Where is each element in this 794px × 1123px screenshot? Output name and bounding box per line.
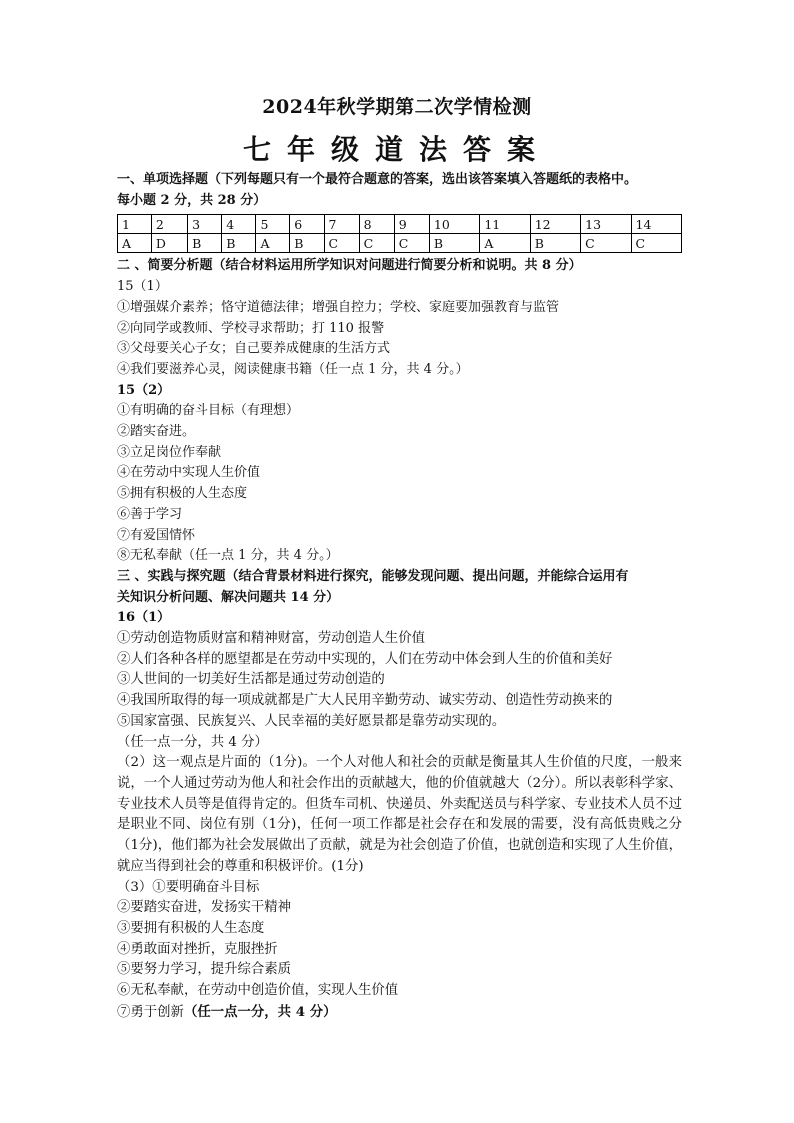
q16-1-item: ③人世间的一切美好生活都是通过劳动创造的 <box>117 672 385 688</box>
answer-cell: B <box>222 234 256 253</box>
answer-cell: B <box>530 234 580 253</box>
question-number-cell: 2 <box>151 215 187 234</box>
answer-cell: A <box>118 234 152 253</box>
section1-heading-line2: 每小题 2 分，共 28 分） <box>117 192 267 208</box>
content-body <box>117 170 682 1023</box>
answer-cell: D <box>151 234 187 253</box>
question-number-cell: 13 <box>581 215 631 234</box>
question-number-cell: 5 <box>256 215 290 234</box>
q15-1-item: ③父母要关心子女；自己要养成健康的生活方式 <box>117 341 391 357</box>
q16-1-item: ②人们各种各样的愿望都是在劳动中实现的，人们在劳动中体会到人生的价值和美好 <box>117 651 613 667</box>
section3-heading-line1: 三 、实践与探究题（结合背景材料进行探究，能够发现问题、提出问题，并能综合运用有 <box>117 568 629 584</box>
question-number-cell: 4 <box>222 215 256 234</box>
section3-heading-line2: 关知识分析问题、解决问题共 14 分） <box>117 589 340 605</box>
q15-2-item: ④在劳动中实现人生价值 <box>117 465 261 481</box>
q16-1-label: 16（1） <box>117 610 171 626</box>
q16-3-last-line <box>117 1002 682 1024</box>
question-number-cell: 9 <box>394 215 429 234</box>
q16-1-item: ⑤国家富强、民族复兴、人民幸福的美好愿景都是靠劳动实现的。 <box>117 713 506 729</box>
question-number-row <box>118 215 682 234</box>
q16-1-item: ①劳动创造物质财富和精神财富，劳动创造人生价值 <box>117 631 425 647</box>
q16-3-item: ⑤要努力学习，提升综合素质 <box>117 962 292 978</box>
q15-2-item: ①有明确的奋斗目标（有理想） <box>117 403 300 419</box>
q16-3-item: ⑥无私奉献，在劳动中创造价值，实现人生价值 <box>117 983 399 999</box>
question-number-cell: 7 <box>324 215 359 234</box>
exam-title: 2024年秋学期第二次学情检测 <box>262 96 532 118</box>
answer-cell: C <box>359 234 394 253</box>
answer-table <box>117 214 682 253</box>
answer-cell: B <box>290 234 324 253</box>
q15-2-item: ⑤拥有积极的人生态度 <box>117 486 248 502</box>
question-number-cell: 8 <box>359 215 394 234</box>
q15-1-item: ②向同学或教师、学校寻求帮助；打 110 报警 <box>117 320 385 336</box>
q16-3-last-item: ⑦勇于创新 <box>117 1004 184 1020</box>
q16-1-score-note: （任一点一分，共 4 分） <box>117 734 268 750</box>
section2-heading: 二 、简要分析题（结合材料运用所学知识对问题进行简要分析和说明。共 8 分） <box>117 258 582 274</box>
q16-2-answer: （2）这一观点是片面的（1分)。一个人对他人和社会的贡献是衡量其人生价值的尺度，一般来说，一个人通过劳动为他人和社会作出的贡献越大，他的价值就越大（2分）。所以表彰科学家、专业技术人员等是值得肯定的。但货车司机、快递员、外卖配送员与科学家、专业技术人员不过是职业不同、岗位有别（1分)，任何一项工作都是社会存在和发展的需要，没有高低贵贱之分（1分)，他们都为社会发展做出了贡献，就是为社会创造了价值，也就创造和实现了人生价值，就应当得到社会的尊重和积极评价。(1分) <box>117 755 682 874</box>
q16-3-score-note: （任一点一分，共 4 分） <box>183 1003 337 1020</box>
answer-cell: A <box>256 234 290 253</box>
q15-2-item: ⑧无私奉献（任一点 1 分，共 4 分。） <box>117 548 339 564</box>
question-number-cell: 1 <box>118 215 152 234</box>
question-number-cell: 10 <box>429 215 479 234</box>
q16-3-item: ④勇敢面对挫折，克服挫折 <box>117 941 278 957</box>
answer-title: 七年级道法答案 <box>242 133 551 166</box>
q16-1-item: ④我国所取得的每一项成就都是广大人民用辛勤劳动、诚实劳动、创造性劳动换来的 <box>117 693 613 709</box>
q15-2-item: ⑦有爱国情怀 <box>117 527 196 543</box>
q15-2-label: 15（2） <box>117 382 171 398</box>
answer-cell: C <box>631 234 681 253</box>
q15-1-item: ④我们要滋养心灵，阅读健康书籍（任一点 1 分，共 4 分。） <box>117 361 469 377</box>
question-number-cell: 14 <box>631 215 681 234</box>
q15-1-label: 15（1） <box>117 279 168 295</box>
q16-3-item: （3）①要明确奋斗目标 <box>117 879 260 895</box>
q15-2-item: ②踏实奋进。 <box>117 424 196 440</box>
answer-cell: A <box>480 234 530 253</box>
answer-cell: C <box>324 234 359 253</box>
question-number-cell: 6 <box>290 215 324 234</box>
section1-heading-line1: 一、单项选择题（下列每题只有一个最符合题意的答案，选出该答案填入答题纸的表格中。 <box>117 172 638 187</box>
q16-3-item: ③要拥有积极的人生态度 <box>117 920 265 936</box>
answer-cell: C <box>581 234 631 253</box>
q15-2-item: ⑥善于学习 <box>117 506 183 522</box>
answer-row <box>118 234 682 253</box>
answer-cell: C <box>394 234 429 253</box>
question-number-cell: 12 <box>530 215 580 234</box>
answer-cell: B <box>429 234 479 253</box>
q15-1-item: ①增强媒介素养；恪守道德法律；增强自控力；学校、家庭要加强教育与监管 <box>117 299 560 315</box>
question-number-cell: 3 <box>188 215 222 234</box>
answer-cell: B <box>188 234 222 253</box>
q16-3-item: ②要踏实奋进，发扬实干精神 <box>117 900 292 916</box>
q15-2-item: ③立足岗位作奉献 <box>117 444 222 460</box>
question-number-cell: 11 <box>480 215 530 234</box>
